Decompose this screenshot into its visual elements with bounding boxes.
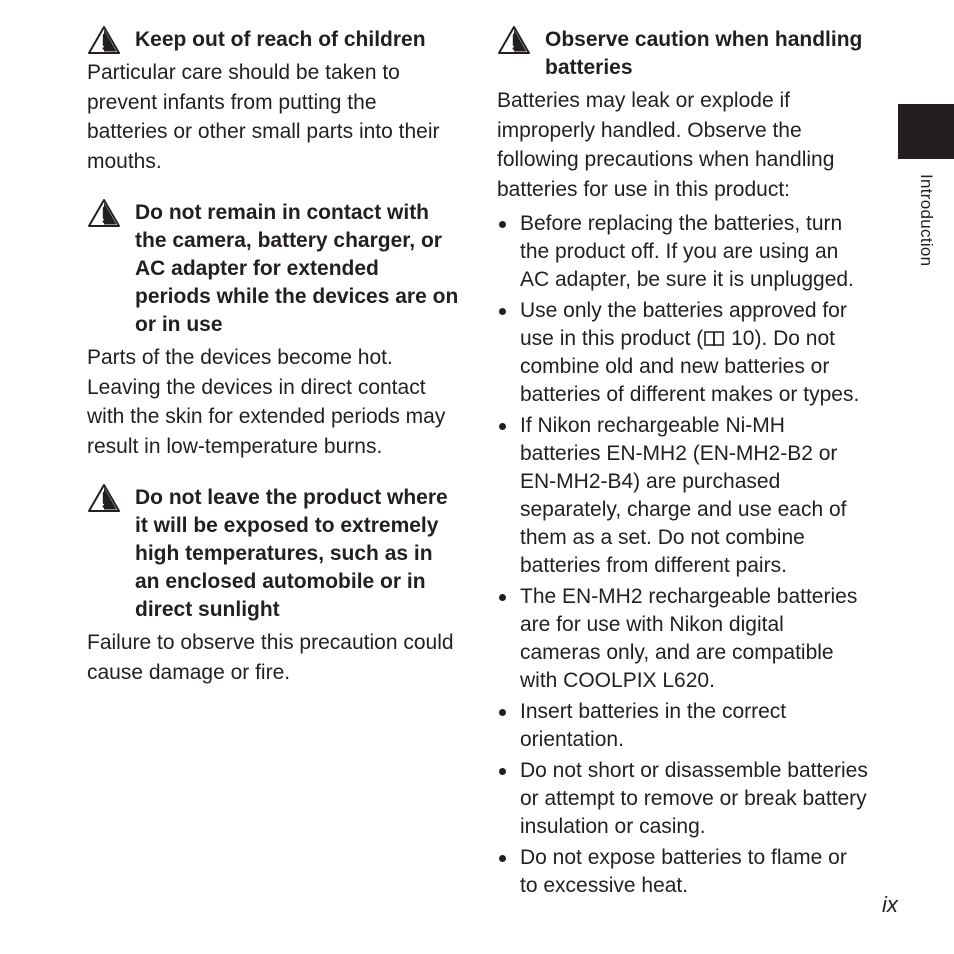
warning-body: Parts of the devices become hot. Leaving the devices in direct contact with the skin for extended periods may result in low-temperature burns. — [87, 346, 446, 458]
warning-section-heat — [87, 484, 459, 687]
warning-title: Do not remain in contact with the camera, battery charger, or AC adapter for extended periods while the devices are on or in use — [135, 201, 459, 336]
book-reference-icon[interactable] — [704, 330, 724, 347]
warning-section-children — [87, 26, 459, 176]
left-column — [87, 26, 459, 710]
warning-triangle-icon — [497, 25, 531, 55]
warning-heading — [87, 26, 459, 54]
warning-title: Observe caution when handling batteries — [545, 28, 863, 79]
warning-triangle-icon — [87, 25, 121, 55]
warning-heading — [87, 484, 459, 624]
warning-heading — [497, 26, 869, 82]
list-item-text: 10). Do not combine old and new batteries or batteries of different makes or types. — [520, 327, 860, 406]
warning-title: Keep out of reach of children — [135, 28, 426, 51]
warning-section-contact — [87, 199, 459, 461]
section-tab[interactable] — [898, 104, 954, 159]
list-item: Do not expose batteries to flame or to excessive heat. — [497, 844, 869, 900]
list-item: Do not short or disassemble batteries or attempt to remove or break battery insulation or casing. — [497, 757, 869, 841]
list-item-text: Use only the batteries approved for use in this product ( — [520, 299, 847, 350]
list-item: Before replacing the batteries, turn the product off. If you are using an AC adapter, be sure it is unplugged. — [497, 210, 869, 294]
section-tab-label: Introduction — [917, 174, 936, 267]
warning-triangle-icon — [87, 198, 121, 228]
warning-triangle-icon — [87, 483, 121, 513]
warning-heading — [87, 199, 459, 339]
warning-body: Failure to observe this precaution could cause damage or fire. — [87, 631, 454, 684]
list-item — [497, 297, 869, 409]
list-item: The EN-MH2 rechargeable batteries are for use with Nikon digital cameras only, and are compatible with COOLPIX L620. — [497, 583, 869, 695]
warning-title: Do not leave the product where it will be exposed to extremely high temperatures, such as in an enclosed automobile or in direct sunlight — [135, 486, 448, 621]
battery-precautions-list — [497, 210, 869, 900]
battery-intro: Batteries may leak or explode if improperly handled. Observe the following precautions when handling batteries for use in this product: — [497, 89, 835, 201]
list-item: Insert batteries in the correct orientation. — [497, 698, 869, 754]
right-column — [497, 26, 869, 903]
list-item: If Nikon rechargeable Ni-MH batteries EN-MH2 (EN-MH2-B2 or EN-MH2-B4) are purchased separately, charge and use each of them as a set. Do not combine batteries from different pairs. — [497, 412, 869, 580]
page-number: ix — [882, 892, 898, 917]
warning-body: Particular care should be taken to prevent infants from putting the batteries or other small parts into their mouths. — [87, 61, 440, 173]
